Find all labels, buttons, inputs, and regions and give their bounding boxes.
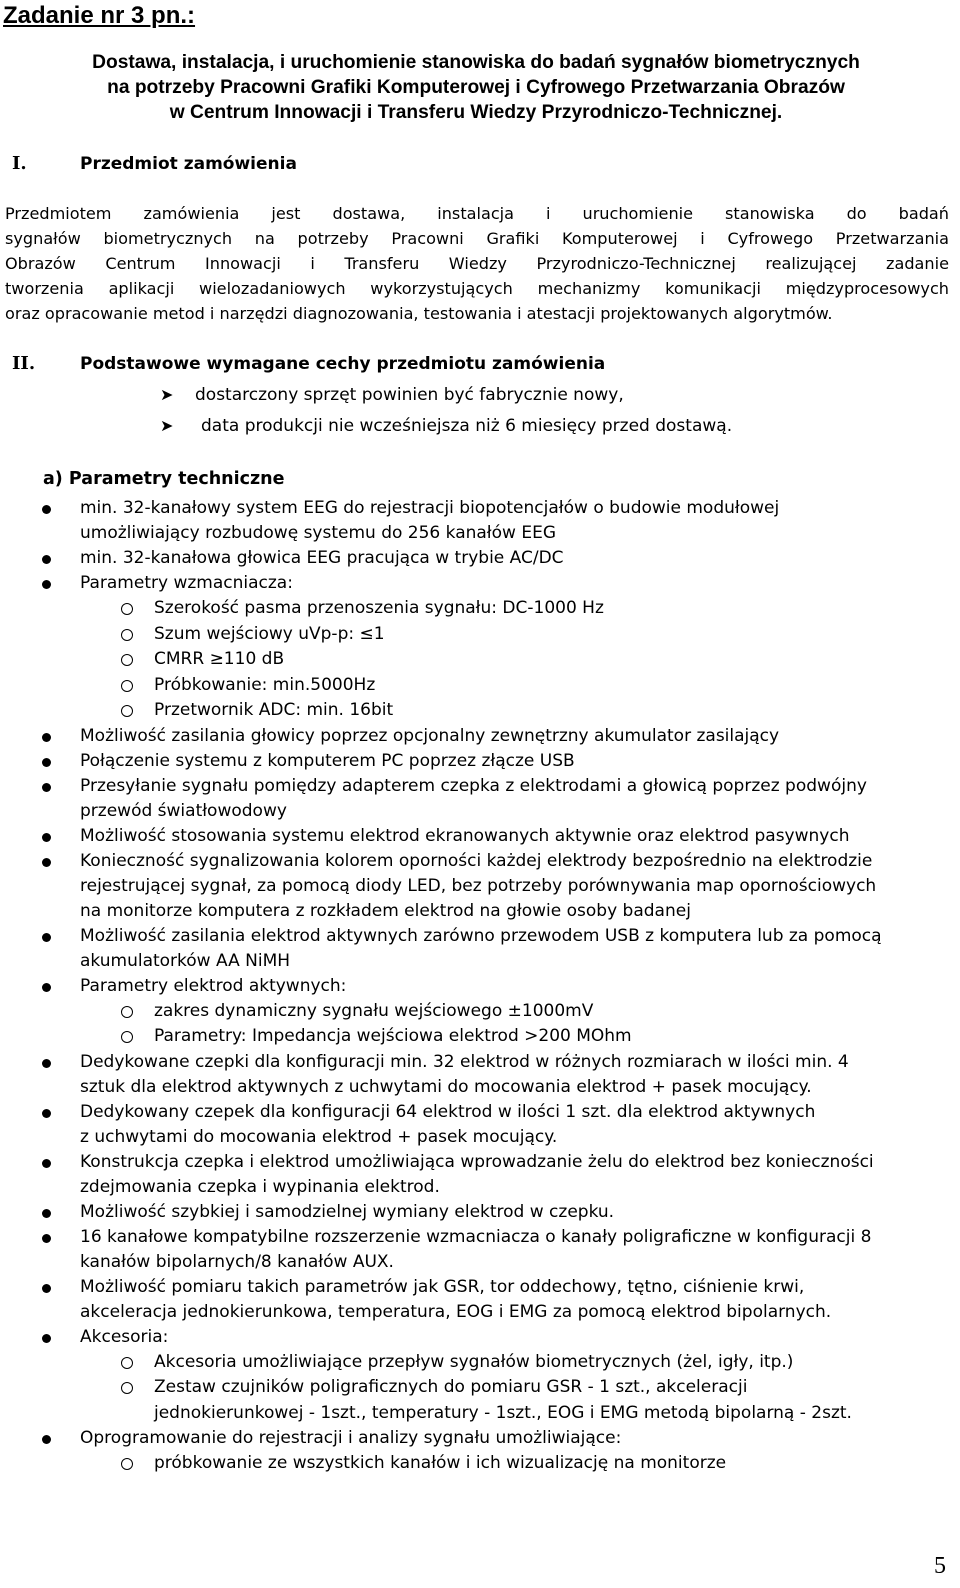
sub-list-item (0, 1375, 960, 1401)
list-item (0, 1426, 960, 1451)
task-heading-colon: : (187, 2, 196, 29)
paragraph-line: Obrazów Centrum Innowacji i Transferu Wiedzy Przyrodniczo-Technicznej realizującej zadanie (5, 254, 949, 273)
arrow-item-text: data produkcji nie wcześniejsza niż 6 miesięcy przed dostawą. (201, 416, 733, 436)
list-item (0, 1150, 960, 1175)
list-item-text: zdejmowania czepka i wypinania elektrod. (80, 1176, 440, 1197)
list-item-text: rejestrującej sygnał, za pomocą diody LED, bez potrzeby porównywania map opornościowych (80, 875, 877, 896)
list-item-text: min. 32-kanałowy system EEG do rejestracji biopotencjałów o budowie modułowej (80, 498, 780, 518)
bullet-icon (42, 1109, 51, 1118)
sub-list-item-text: Akcesoria umożliwiające przepływ sygnałów biometrycznych (żel, igły, itp.) (154, 1351, 794, 1372)
list-item-text: Parametry wzmacniacza: (80, 573, 293, 593)
list-item-text: Dedykowane czepki dla konfiguracji min. 32 elektrod w różnych rozmiarach w ilości min. 4 (80, 1051, 849, 1072)
circle-bullet-icon (121, 1357, 133, 1369)
section-1-number: I. (12, 153, 27, 174)
list-item (0, 1075, 960, 1100)
sub-list-item-text: Przetwornik ADC: min. 16bit (154, 700, 394, 720)
list-item-text: Możliwość pomiaru takich parametrów jak GSR, tor oddechowy, tętno, ciśnienie krwi, (80, 1276, 805, 1297)
sub-list-item-text: Zestaw czujników poligraficznych do pomiaru GSR - 1 szt., akceleracji (154, 1377, 748, 1397)
bullet-icon (42, 758, 51, 767)
circle-bullet-icon (121, 603, 133, 615)
list-item (0, 849, 960, 874)
list-item-text: Konstrukcja czepka i elektrod umożliwiająca wprowadzanie żelu do elektrod bez konieczności (80, 1151, 874, 1172)
sub-list-item-text: próbkowanie ze wszystkich kanałów i ich wizualizację na monitorze (154, 1453, 727, 1473)
section-2-heading: Podstawowe wymagane cechy przedmiotu zamówienia (80, 354, 606, 374)
bullet-icon (42, 1209, 51, 1218)
list-item-text: Możliwość szybkiej i samodzielnej wymiany elektrod w czepku. (80, 1201, 615, 1222)
bullet-icon (42, 858, 51, 867)
task-heading (3, 2, 195, 30)
list-item (0, 799, 960, 824)
circle-bullet-icon (121, 680, 133, 692)
list-item (0, 899, 960, 924)
title-line: w Centrum Innowacji i Transferu Wiedzy Przyrodniczo-Technicznej. (169, 102, 783, 123)
circle-bullet-icon (121, 1458, 133, 1470)
requirements-list (0, 496, 960, 1477)
list-item (0, 1250, 960, 1275)
title-line: na potrzeby Pracowni Grafiki Komputerowej i Cyfrowego Przetwarzania Obrazów (107, 77, 845, 98)
list-item-text: kanałów bipolarnych/8 kanałów AUX. (80, 1251, 394, 1272)
sub-list-item (0, 1451, 960, 1477)
task-heading-text: Zadanie nr 3 pn. (3, 2, 188, 29)
sub-list-item (0, 1401, 960, 1427)
sub-list-item (0, 698, 960, 724)
bullet-icon (42, 580, 51, 589)
bullet-icon (42, 1159, 51, 1168)
page-number: 5 (934, 1553, 946, 1579)
sub-list-item (0, 622, 960, 648)
list-item (0, 496, 960, 521)
bullet-icon (42, 555, 51, 564)
list-item (0, 1275, 960, 1300)
list-item (0, 749, 960, 774)
list-item (0, 521, 960, 546)
circle-bullet-icon (121, 1031, 133, 1043)
list-item (0, 774, 960, 799)
list-item-text: Możliwość zasilania elektrod aktywnych zarówno przewodem USB z komputera lub za pomocą (80, 925, 882, 946)
paragraph-line: tworzenia aplikacji wielozadaniowych wykorzystujących mechanizmy komunikacji międzyprocesowych (5, 279, 949, 298)
bullet-icon (42, 1435, 51, 1444)
bullet-icon (42, 1234, 51, 1243)
sub-list-item (0, 673, 960, 699)
bullet-icon (42, 983, 51, 992)
list-item-text: Konieczność sygnalizowania kolorem oporności każdej elektrody bezpośrednio na elektrodzie (80, 850, 873, 871)
list-item-text: 16 kanałowe kompatybilne rozszerzenie wzmacniacza o kanały poligraficzne w konfiguracji 8 (80, 1226, 872, 1247)
list-item-text: akumulatorków AA NiMH (80, 950, 291, 971)
list-item (0, 1225, 960, 1250)
arrow-list-item (160, 383, 624, 407)
list-item-text: z uchwytami do mocowania elektrod + pasek mocujący. (80, 1126, 558, 1147)
list-item (0, 546, 960, 571)
sub-list-item-text: Szum wejściowy uVp-p: ≤1 (154, 623, 385, 644)
list-item-text: Dedykowany czepek dla konfiguracji 64 elektrod w ilości 1 szt. dla elektrod aktywnych (80, 1101, 816, 1122)
list-item-text: umożliwiający rozbudowę systemu do 256 kanałów EEG (80, 523, 556, 543)
sub-list-item (0, 596, 960, 622)
list-item-text: Możliwość zasilania głowicy poprzez opcjonalny zewnętrzny akumulator zasilający (80, 725, 780, 746)
sub-list-item (0, 647, 960, 673)
sub-list-item (0, 999, 960, 1025)
section-2-number: II. (12, 353, 36, 374)
list-item (0, 571, 960, 596)
circle-bullet-icon (121, 1006, 133, 1018)
list-item (0, 724, 960, 749)
document-title (0, 50, 952, 125)
bullet-icon (42, 833, 51, 842)
list-item (0, 1175, 960, 1200)
list-item-text: sztuk dla elektrod aktywnych z uchwytami do mocowania elektrod + pasek mocujący. (80, 1076, 812, 1097)
list-item-text: Oprogramowanie do rejestracji i analizy sygnału umożliwiające: (80, 1428, 622, 1448)
bullet-icon (42, 733, 51, 742)
paragraph-line: oraz opracowanie metod i narzędzi diagnozowania, testowania i atestacji projektowanych algorytmów. (5, 304, 833, 323)
section-1-paragraph (5, 201, 949, 326)
arrow-bullet-icon: ➤ (160, 416, 174, 435)
list-item-text: akceleracja jednokierunkowa, temperatura, EOG i EMG za pomocą elektrod bipolarnych. (80, 1301, 832, 1322)
list-item-text: na monitorze komputera z rozkładem elektrod na głowie osoby badanej (80, 900, 691, 921)
list-item (0, 824, 960, 849)
bullet-icon (42, 505, 51, 514)
sub-list-item-text: jednokierunkowej - 1szt., temperatury - 1szt., EOG i EMG metodą bipolarną - 2szt. (154, 1402, 852, 1423)
list-item-text: Przesyłanie sygnału pomiędzy adapterem czepka z elektrodami a głowicą poprzez podwójny (80, 775, 867, 796)
list-item (0, 1200, 960, 1225)
title-line: Dostawa, instalacja, i uruchomienie stanowiska do badań sygnałów biometrycznych (92, 52, 860, 73)
sub-list-item-text: CMRR ≥110 dB (154, 649, 285, 669)
arrow-item-text: dostarczony sprzęt powinien być fabrycznie nowy, (195, 385, 624, 405)
list-item (0, 1050, 960, 1075)
sub-list-item (0, 1024, 960, 1050)
list-item (0, 1125, 960, 1150)
bullet-icon (42, 1334, 51, 1343)
list-item-text: Akcesoria: (80, 1326, 169, 1347)
list-item-text: Połączenie systemu z komputerem PC poprzez złącze USB (80, 750, 575, 771)
bullet-icon (42, 1284, 51, 1293)
bullet-icon (42, 783, 51, 792)
list-item (0, 924, 960, 949)
paragraph-line: sygnałów biometrycznych na potrzeby Pracowni Grafiki Komputerowej i Cyfrowego Przetwarzania (5, 229, 949, 248)
sub-list-item-text: Próbkowanie: min.5000Hz (154, 674, 376, 695)
sub-list-item-text: Szerokość pasma przenoszenia sygnału: DC-1000 Hz (154, 598, 604, 618)
list-item (0, 1300, 960, 1325)
section-1-heading: Przedmiot zamówienia (80, 154, 297, 174)
subsection-a-heading: a) Parametry techniczne (43, 469, 285, 489)
sub-list-item (0, 1350, 960, 1376)
list-item (0, 1100, 960, 1125)
list-item (0, 974, 960, 999)
circle-bullet-icon (121, 629, 133, 641)
arrow-list-item (160, 414, 732, 438)
sub-list-item-text: Parametry: Impedancja wejściowa elektrod >200 MOhm (154, 1026, 632, 1046)
list-item-text: Możliwość stosowania systemu elektrod ekranowanych aktywnie oraz elektrod pasywnych (80, 825, 850, 846)
list-item-text: min. 32-kanałowa głowica EEG pracująca w trybie AC/DC (80, 548, 564, 568)
arrow-bullet-icon: ➤ (160, 385, 174, 404)
bullet-icon (42, 1059, 51, 1068)
paragraph-line: Przedmiotem zamówienia jest dostawa, instalacja i uruchomienie stanowiska do badań (5, 204, 949, 223)
circle-bullet-icon (121, 705, 133, 717)
bullet-icon (42, 933, 51, 942)
list-item-text: przewód światłowodowy (80, 800, 287, 821)
list-item (0, 1325, 960, 1350)
list-item (0, 874, 960, 899)
sub-list-item-text: zakres dynamiczny sygnału wejściowego ±1000mV (154, 1000, 594, 1021)
circle-bullet-icon (121, 654, 133, 666)
list-item-text: Parametry elektrod aktywnych: (80, 975, 347, 996)
circle-bullet-icon (121, 1382, 133, 1394)
list-item (0, 949, 960, 974)
